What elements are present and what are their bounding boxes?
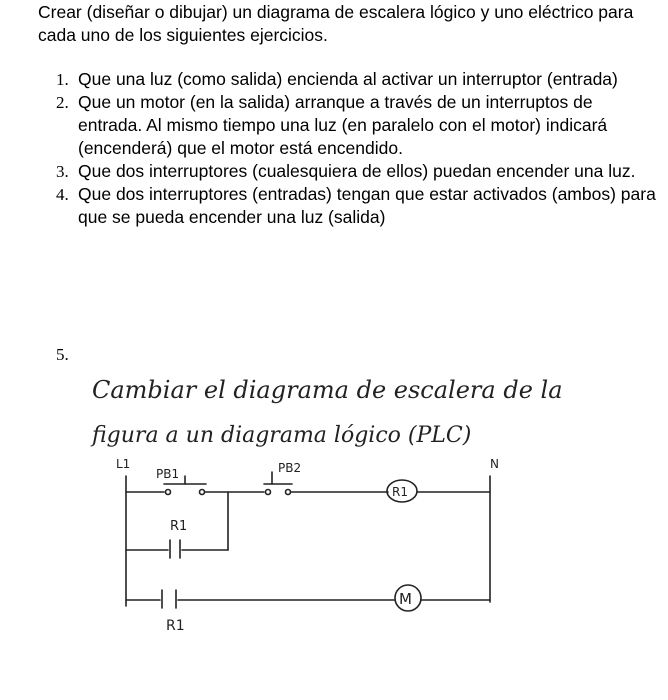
pb2-terminal bbox=[286, 490, 291, 495]
item-number: 3. bbox=[56, 162, 69, 181]
item-number-5: 5. bbox=[56, 345, 69, 364]
intro-paragraph: Crear (diseñar o dibujar) un diagrama de escalera lógico y uno eléctrico para cada uno de los siguientes ejercicios. bbox=[38, 2, 634, 45]
l1-label: L1 bbox=[116, 457, 131, 471]
handwritten-scan bbox=[78, 360, 578, 640]
n-label: N bbox=[490, 457, 499, 471]
item-text: Que dos interruptores (cualesquiera de ellos) puedan encender una luz. bbox=[78, 161, 636, 181]
handwriting-line-2: figura a un diagrama lógico (PLC) bbox=[92, 423, 472, 448]
handwriting-line-1: Cambiar el diagrama de escalera de la bbox=[92, 376, 563, 404]
list-item bbox=[38, 160, 658, 183]
pb2-terminal bbox=[266, 490, 271, 495]
pb1-terminal bbox=[200, 490, 205, 495]
list-item bbox=[38, 68, 658, 91]
item-text: Que una luz (como salida) encienda al activar un interruptor (entrada) bbox=[78, 69, 618, 89]
list-item bbox=[38, 91, 658, 160]
r1-coil-label: R1 bbox=[392, 485, 408, 499]
r1-contact2-label: R1 bbox=[166, 618, 185, 634]
item-number: 2. bbox=[56, 93, 69, 112]
exercise-list bbox=[38, 68, 658, 229]
r1-contact-label: R1 bbox=[170, 519, 188, 534]
list-item bbox=[38, 183, 658, 229]
pb2-label: PB2 bbox=[278, 461, 302, 475]
item-text: Que un motor (en la salida) arranque a través de un interruptos de entrada. Al mismo tiempo una luz (en paralelo con el motor) indicará (encenderá) que el motor está encendido. bbox=[78, 92, 608, 158]
pb1-terminal bbox=[166, 490, 171, 495]
item-number: 4. bbox=[56, 185, 69, 204]
ladder-diagram bbox=[78, 360, 578, 640]
item-number: 1. bbox=[56, 70, 69, 89]
pb1-label: PB1 bbox=[156, 467, 180, 481]
motor-label: M bbox=[399, 590, 412, 608]
item-text: Que dos interruptores (entradas) tengan que estar activados (ambos) para que se pueda encender una luz (salida) bbox=[78, 184, 656, 227]
